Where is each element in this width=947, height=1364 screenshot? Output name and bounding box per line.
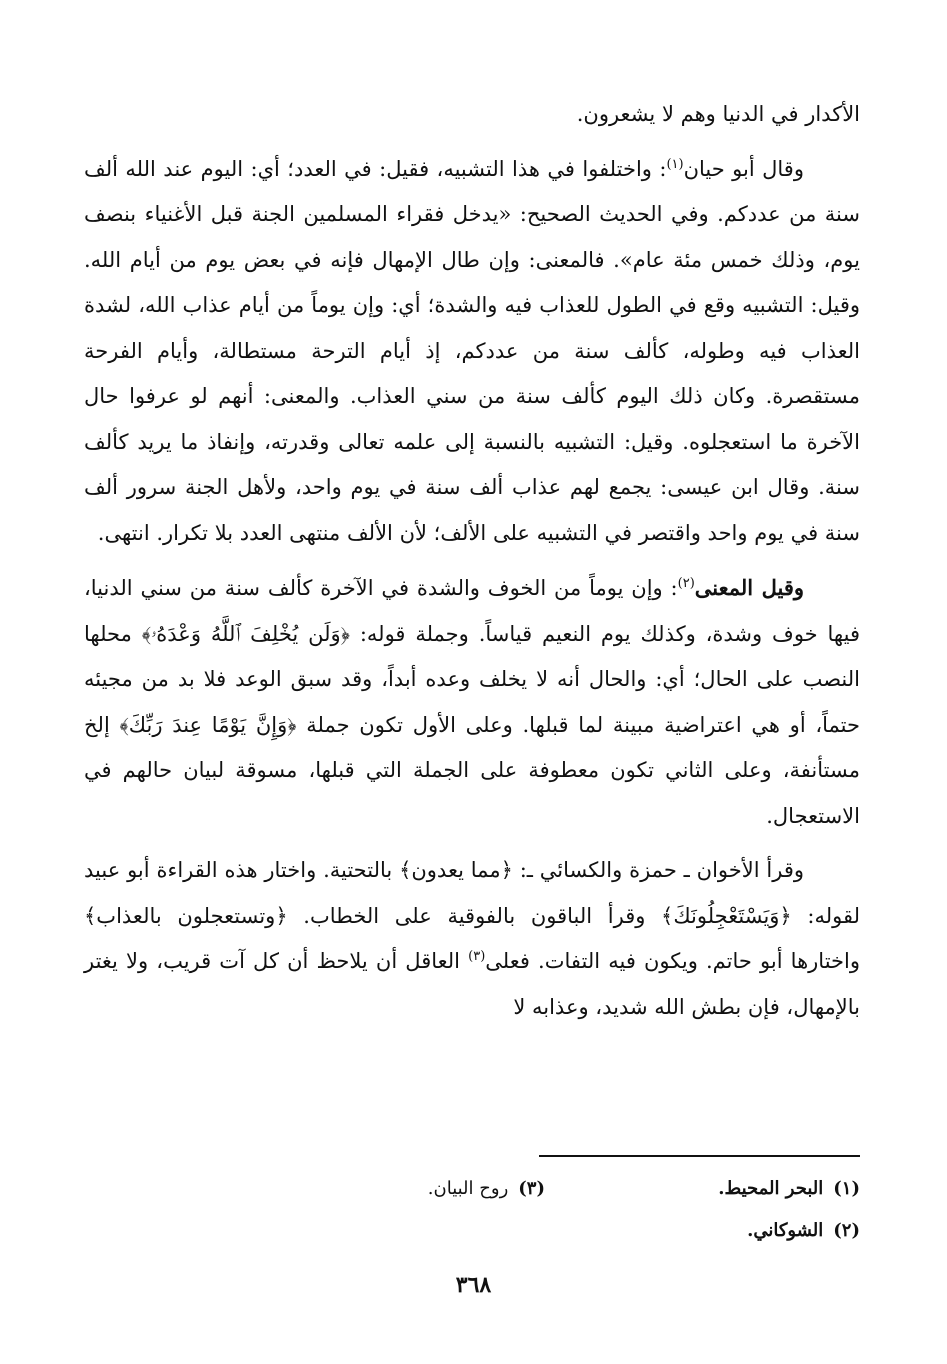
paragraph-abu-hayyan <box>84 147 860 557</box>
paragraph-text-start: وقال أبو حيان <box>683 156 804 181</box>
footnote-number: (٣) <box>518 1178 545 1199</box>
footnote-2 <box>545 1210 860 1252</box>
paragraph-text: الأكدار في الدنيا وهم لا يشعرون. <box>576 102 860 126</box>
footnotes <box>84 1168 860 1252</box>
footnote-row <box>84 1210 860 1252</box>
paragraph-text-rest: : واختلفوا في هذا التشبيه، فقيل: في العدد؛ أي: اليوم عند الله ألف سنة من عددكم. وفي الحديث الصحيح: «يدخل فقراء المسلمين الجنة قبل الأغنياء بنصف يوم، وذلك خمس مئة عام». فالمعنى: وإن طال الإمهال فإنه في بعض يوم من أيام الله. وقيل: التشبيه وقع في الطول للعذاب فيه والشدة؛ أي: وإن يوماً من أيام عذاب الله، لشدة العذاب فيه وطوله، كألف سنة من عددكم، إذ أيام الترحة مستطالة، وأيام الفرحة مستقصرة. وكان ذلك اليوم كألف سنة من سني العذاب. والمعنى: أنهم لو عرفوا حال الآخرة ما استعجلوه. وقيل: التشبيه بالنسبة إلى علمه تعالى وقدرته، وإنفاذ ما يريد كألف سنة. وقال ابن عيسى: يجمع لهم عذاب ألف سنة في يوم واحد، ولأهل الجنة سرور ألف سنة في يوم واحد واقتصر في التشبيه على الألف؛ لأن الألف منتهى العدد بلا تكرار. انتهى. <box>84 156 861 545</box>
page-body <box>84 92 860 1030</box>
footnote-3 <box>230 1168 545 1210</box>
footnote-text: الشوكاني. <box>747 1220 824 1241</box>
page-number: ٣٦٨ <box>455 1272 492 1298</box>
footnote-ref-2[interactable]: (٢) <box>677 576 695 591</box>
footnote-number: (٢) <box>833 1220 860 1241</box>
paragraph-qiraat <box>84 848 860 1030</box>
footnote-ref-1[interactable]: (١) <box>666 156 684 172</box>
footnote-row <box>84 1168 860 1210</box>
paragraph-text-rest: العاقل أن يلاحظ أن كل آت قريب، ولا يغتر بالإمهال، فإن بطش الله شديد، وعذابه لا <box>84 949 860 1019</box>
paragraph-continuation <box>84 92 860 138</box>
paragraph-lead: وقيل المعنى <box>694 575 805 600</box>
footnote-1 <box>545 1168 860 1210</box>
footnote-text: البحر المحيط. <box>718 1178 824 1199</box>
paragraph-text-rest: : وإن يوماً من الخوف والشدة في الآخرة كألف سنة من سني الدنيا، فيها خوف وشدة، وكذلك يوم النعيم قياساً. وجملة قوله: ﴿وَلَن يُخْلِفَ ٱللَّهُ وَعْدَهُۥ﴾ محلها النصب على الحال؛ أي: والحال أنه لا يخلف وعده أبداً، وقد سبق الوعد فلا بد من مجيئه حتماً، أو هي اعتراضية مبينة لما قبلها. وعلى الأول تكون جملة ﴿وَإِنَّ يَوْمًا عِندَ رَبِّكَ﴾ إلخ مستأنفة، وعلى الثاني تكون معطوفة على الجملة التي قبلها، مسوقة لبيان حالهم في الاستعجال. <box>84 576 860 828</box>
footnote-divider <box>539 1155 860 1157</box>
paragraph-qila-al-mana <box>84 565 860 839</box>
footnote-ref-3[interactable]: (٣) <box>468 949 486 964</box>
footnote-number: (١) <box>833 1178 860 1199</box>
paragraph-text-start: وقرأ الأخوان ـ حمزة والكسائي ـ: ﴿مما يعدون﴾ بالتحتية. واختار هذه القراءة أبو عبيد لقوله: ﴿وَيَسْتَعْجِلُونَكَ﴾ وقرأ الباقون بالفوقية على الخطاب. ﴿وتستعجلون بالعذاب﴾ واختارها أبو حاتم. ويكون فيه التفات. فعلى <box>84 858 860 973</box>
footnote-text: روح البيان. <box>427 1178 509 1199</box>
